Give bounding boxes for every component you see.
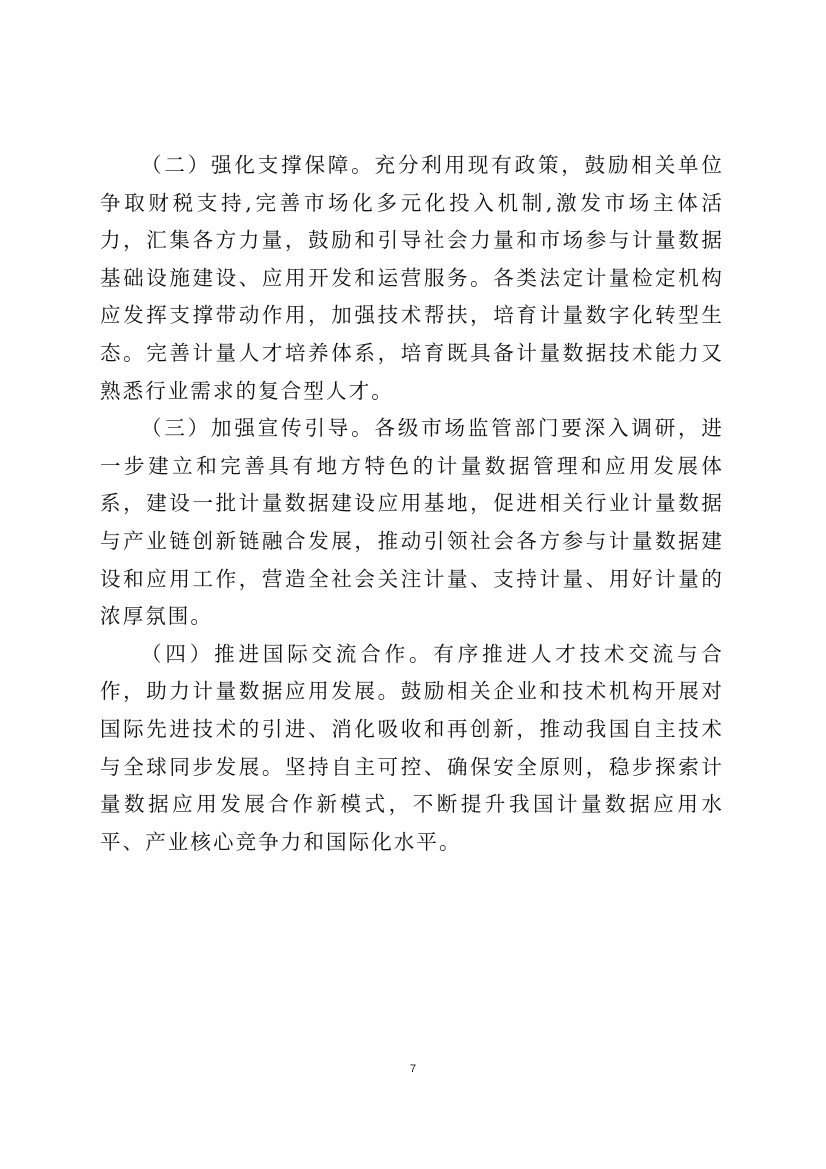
paragraph-publicity-guidance	[100, 410, 724, 636]
paragraph-text: 充分利用现有政策，鼓励相关单位争取财税支持,完善市场化多元化投入机制,激发市场主体活力，汇集各方力量，鼓励和引导社会力量和市场参与计量数据基础设施建设、应用开发和运营服务。各类法定计量检定机构应发挥支撑带动作用，加强技术帮扶，培育计量数字化转型生态。完善计量人才培养体系，培育既具备计量数据技术能力又熟悉行业需求的复合型人才。	[100, 153, 724, 403]
paragraph-heading: （三）加强宣传引导。	[141, 416, 375, 441]
paragraph-text: 有序推进人才技术交流与合作，助力计量数据应用发展。鼓励相关企业和技术机构开展对国际先进技术的引进、消化吸收和再创新，推动我国自主技术与全球同步发展。坚持自主可控、确保安全原则，稳步探索计量数据应用发展合作新模式，不断提升我国计量数据应用水平、产业核心竞争力和国际化水平。	[100, 641, 725, 854]
paragraph-heading: （四）推进国际交流合作。	[141, 641, 434, 666]
paragraph-international-cooperation	[100, 636, 724, 862]
paragraph-heading: （二）强化支撑保障。	[141, 153, 375, 177]
paragraph-text: 各级市场监管部门要深入调研，进一步建立和完善具有地方特色的计量数据管理和应用发展体系，建设一批计量数据建设应用基地，促进相关行业计量数据与产业链创新链融合发展，推动引领社会各方参与计量数据建设和应用工作，营造全社会关注计量、支持计量、用好计量的浓厚氛围。	[100, 416, 724, 629]
paragraph-strengthen-support	[100, 147, 724, 410]
document-body	[100, 147, 724, 861]
page-number: 7	[409, 1063, 417, 1075]
